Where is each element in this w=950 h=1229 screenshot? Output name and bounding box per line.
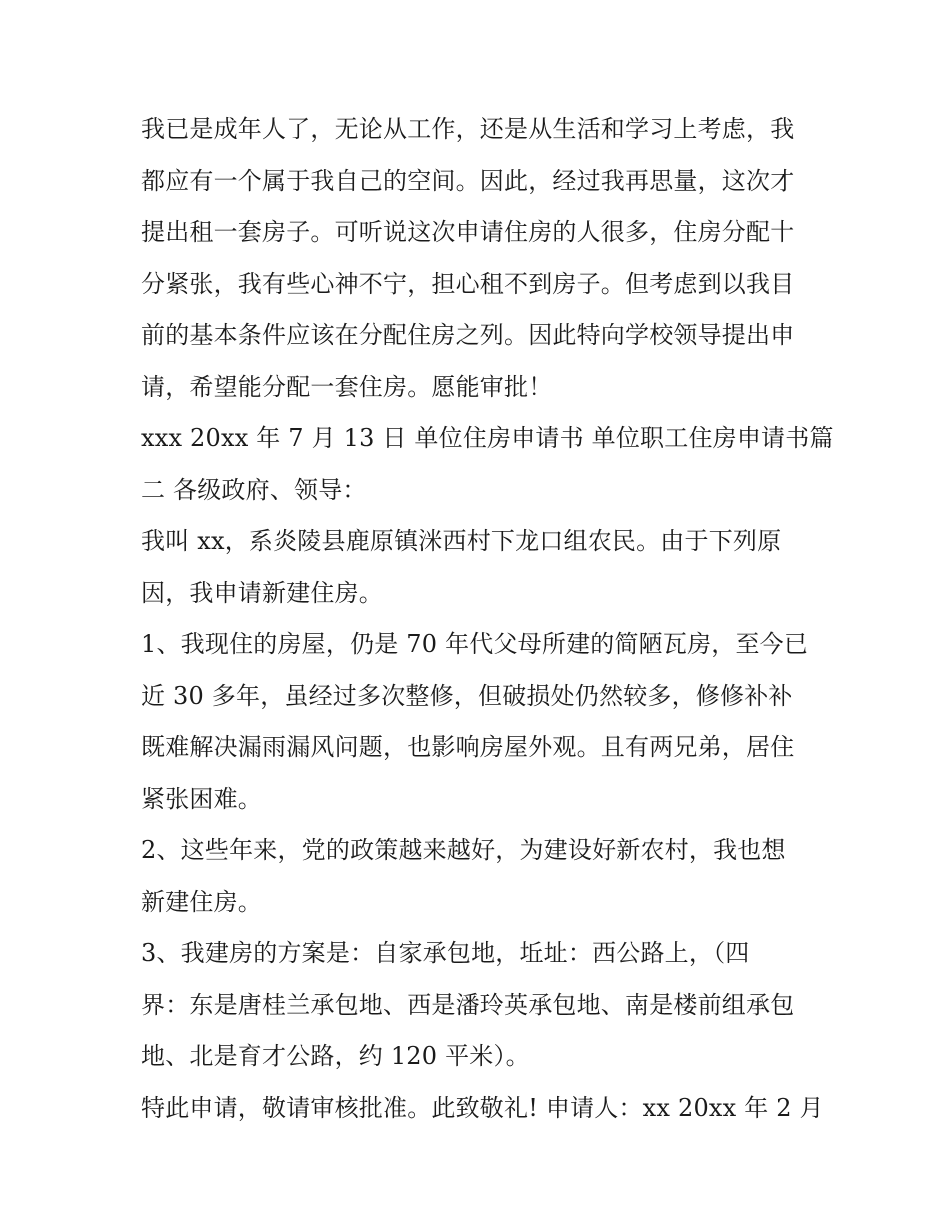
text-line: 分紧张，我有些心神不宁，担心租不到房子。但考虑到以我目 <box>141 269 795 298</box>
text-line: 因，我申请新建住房。 <box>141 578 383 607</box>
text-line: 地、北是育才公路，约 120 平米）。 <box>141 1042 530 1070</box>
text-line: 1、我现住的房屋，仍是 70 年代父母所建的简陋瓦房，至今已 <box>141 630 809 658</box>
text-line: 新建住房。 <box>141 887 262 916</box>
text-line: 近 30 多年，虽经过多次整修，但破损处仍然较多，修修补补 <box>141 681 793 710</box>
text-line: 都应有一个属于我自己的空间。因此，经过我再思量，这次才 <box>141 166 795 195</box>
text-line: 我叫 xx，系炎陵县鹿原镇洣西村下龙口组农民。由于下列原 <box>141 527 782 555</box>
paragraph-application-request <box>141 104 821 413</box>
text-line: 紧张困难。 <box>141 784 262 813</box>
text-line: 提出租一套房子。可听说这次申请住房的人很多，住房分配十 <box>141 218 795 246</box>
paragraph-closing <box>141 1083 824 1135</box>
paragraph-date-and-heading <box>141 413 834 516</box>
paragraph-reason-1 <box>141 619 821 825</box>
text-line: 特此申请，敬请审核批准。此致敬礼! 申请人：xx 20xx 年 2 月 <box>141 1093 824 1122</box>
document-body <box>141 104 834 1134</box>
text-line: 二 各级政府、领导： <box>141 475 367 504</box>
paragraph-reason-2 <box>141 825 821 928</box>
text-line: 请，希望能分配一套住房。愿能审批！ <box>141 372 553 401</box>
paragraph-reason-3 <box>141 928 821 1083</box>
text-line: 界：东是唐桂兰承包地、西是潘玲英承包地、南是楼前组承包 <box>141 990 795 1019</box>
paragraph-introduction <box>141 516 821 619</box>
text-line: 前的基本条件应该在分配住房之列。因此特向学校领导提出申 <box>141 321 795 349</box>
text-line: 既难解决漏雨漏风问题，也影响房屋外观。且有两兄弟，居住 <box>141 733 795 761</box>
text-line: 我已是成年人了，无论从工作，还是从生活和学习上考虑，我 <box>141 115 795 143</box>
text-line: 3、我建房的方案是：自家承包地，坵址：西公路上，（四 <box>141 939 750 967</box>
text-line: xxx 20xx 年 7 月 13 日 单位住房申请书 单位职工住房申请书篇 <box>141 424 834 452</box>
text-line: 2、这些年来，党的政策越来越好，为建设好新农村，我也想 <box>141 836 786 864</box>
